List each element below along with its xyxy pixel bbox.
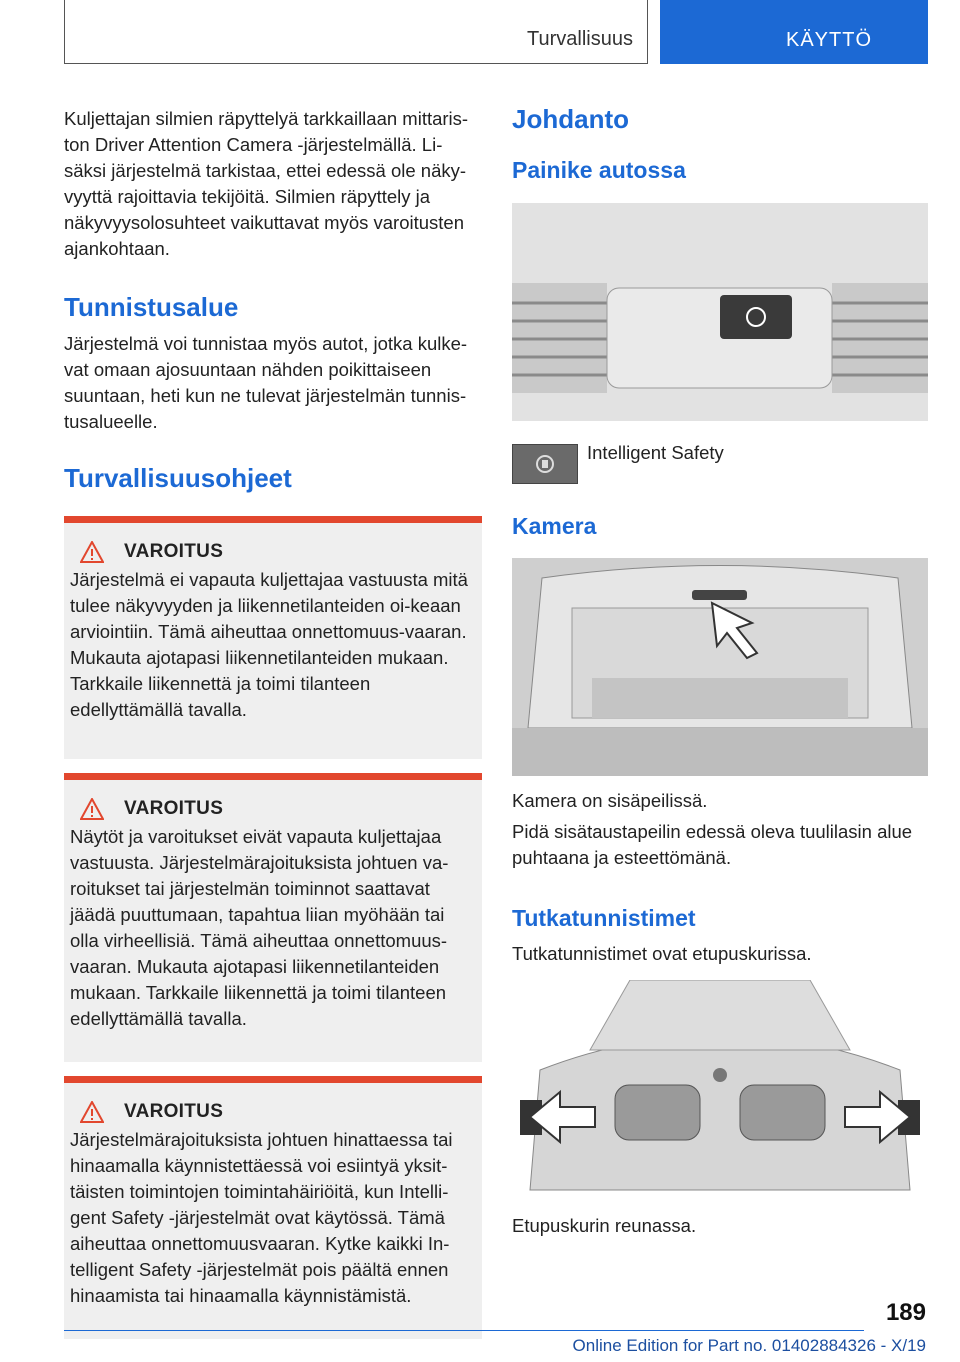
dashboard-vents-image	[512, 203, 928, 421]
button-illustration	[512, 203, 928, 421]
heading-tutkatunnistimet: Tutkatunnistimet	[512, 905, 696, 931]
warning-triangle-icon	[80, 1101, 104, 1123]
warning-title: VAROITUS	[124, 541, 224, 562]
page-number: 189	[885, 1299, 926, 1326]
camera-illustration	[512, 558, 928, 776]
intro-paragraph: Kuljettajan silmien räpyttelyä tarkkaillaan mittaris-ton Driver Attention Camera -järjestelmällä. Li-säksi järjestelmä tarkistaa, ettei edessä ole näky-vyyttä rajoittavia tekijöitä. Silmien räpyttely ja näkyvyysolosuhteet vaikuttavat myös varoitusten ajankohtaan.	[64, 108, 469, 259]
footer-edition: Online Edition for Part no. 01402884326 - X/19	[572, 1336, 926, 1355]
section-tab	[64, 0, 648, 64]
front-bumper-image	[520, 980, 920, 1200]
warning-text: Järjestelmä ei vapauta kuljettajaa vastuusta mitä tulee näkyvyyden ja liikennetilanteiden oi-keaan arviointiin. Tämä aiheuttaa onnettomuus-vaaran. Mukauta ajotapasi liikennetilanteiden mukaan. Tarkkaile liikennettä ja toimi tilanteen edellyttämällä tavalla.	[70, 569, 468, 720]
tunnistusalue-paragraph: Järjestelmä voi tunnistaa myös autot, jotka kulke-vat omaan ajosuuntaan nähden poikittaiseen suuntaan, heti kun ne tulevat järjestelmän tunnis-tusalueelle.	[64, 333, 468, 432]
chapter-title: KÄYTTÖ	[785, 29, 872, 51]
warning-text: Näytöt ja varoitukset eivät vapauta kuljettajaa vastuusta. Järjestelmärajoituksista johtuen va-roitukset tai järjestelmän toiminnot saattavat jäädä puuttumaan, tapahtua liian myöhään tai olla virheellisiä. Tämä aiheuttaa onnettomuus-vaaran. Mukauta ajotapasi liikennetilanteiden mukaan. Tarkkaile liikennettä ja toimi tilanteen edellyttämällä tavalla.	[70, 826, 449, 1029]
heading-tunnistusalue: Tunnistusalue	[64, 292, 239, 322]
warning-box	[64, 1076, 482, 1339]
kamera-paragraph-1: Kamera on sisäpeilissä.	[512, 790, 708, 811]
kamera-paragraph-2: Pidä sisätaustapeilin edessä oleva tuulilasin alue puhtaana ja esteettömänä.	[512, 821, 913, 868]
warning-triangle-icon	[80, 798, 104, 820]
button-thumbnail	[512, 444, 578, 484]
warning-triangle-icon	[80, 541, 104, 563]
warning-text: Järjestelmärajoituksista johtuen hinattaessa tai hinaamalla käynnistettäessä voi esiintyä yksit-täisten toimintojen toimintahäiriöitä, kun Intelli-gent Safety -järjestelmät ovat käytössä. Tämä aiheuttaa onnettomuusvaaran. Kytke kaikki In-telligent Safety -järjestelmät pois päältä ennen hinaamista tai hinaamalla käynnistämistä.	[70, 1129, 453, 1306]
interior-mirror-image	[512, 558, 928, 776]
heading-johdanto: Johdanto	[512, 104, 629, 134]
warning-title: VAROITUS	[124, 798, 224, 819]
tutka-caption: Etupuskurin reunassa.	[512, 1215, 697, 1236]
left-column	[64, 100, 482, 1339]
page-header	[64, 0, 928, 66]
button-caption: Intelligent Safety	[587, 442, 724, 463]
warning-box	[64, 773, 482, 1062]
chapter-tab	[660, 0, 928, 64]
section-title: Turvallisuus	[527, 28, 633, 50]
heading-painike: Painike autossa	[512, 157, 686, 183]
right-column	[512, 100, 928, 184]
intelligent-safety-icon	[513, 445, 577, 483]
heading-turvallisuusohjeet: Turvallisuusohjeet	[64, 463, 292, 493]
warning-title: VAROITUS	[124, 1101, 224, 1122]
radar-illustration	[520, 980, 920, 1200]
warning-box	[64, 516, 482, 759]
heading-kamera: Kamera	[512, 513, 597, 539]
tutka-paragraph: Tutkatunnistimet ovat etupuskurissa.	[512, 943, 812, 964]
footer-rule	[64, 1330, 864, 1331]
